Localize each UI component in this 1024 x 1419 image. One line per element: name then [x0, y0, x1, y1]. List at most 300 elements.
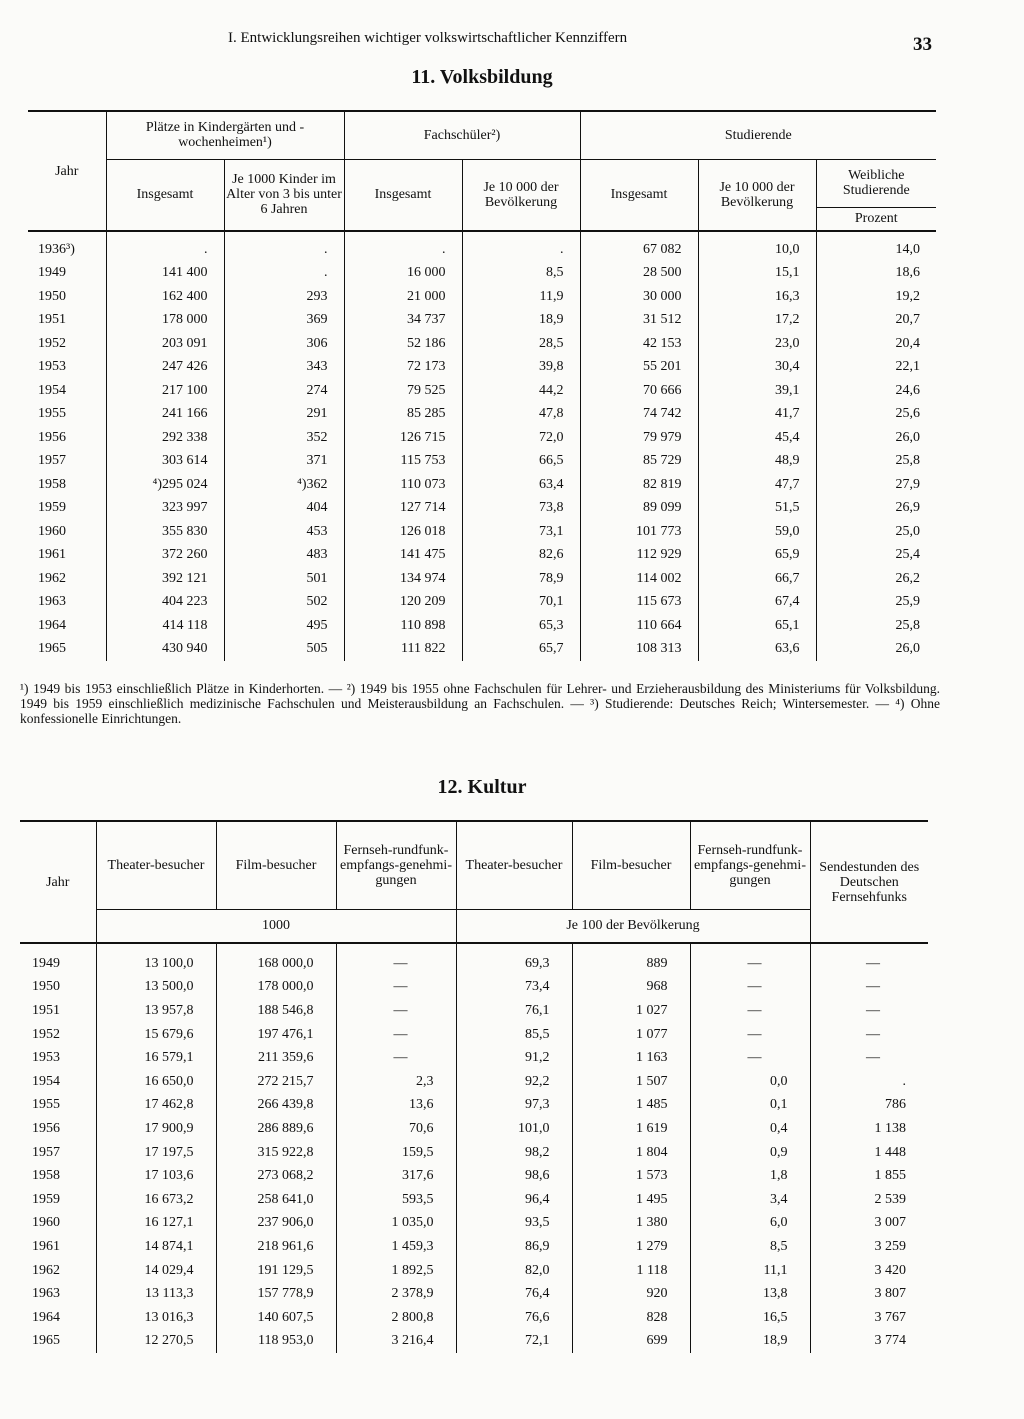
table-row — [20, 1259, 928, 1283]
col-header-sendestunden: Sendestunden des Deutschen Fernsehfunks — [810, 821, 928, 943]
table-cell: — — [810, 943, 928, 976]
table-cell: . — [810, 1070, 928, 1094]
col-header-prozent: Prozent — [816, 207, 936, 231]
table-cell: 21 000 — [344, 285, 462, 309]
table-cell: 86,9 — [456, 1235, 572, 1259]
year-cell: 1949 — [38, 265, 66, 281]
table-cell: 28 500 — [580, 262, 698, 286]
year-cell: 1936³) — [38, 241, 75, 257]
table-cell: 85,5 — [456, 1023, 572, 1047]
table-cell: 317,6 — [336, 1164, 456, 1188]
table-cell: 19,2 — [816, 285, 936, 309]
year-cell: 1954 — [38, 382, 66, 398]
table-cell: 1 459,3 — [336, 1235, 456, 1259]
table-row — [28, 309, 936, 333]
table-cell: 30 000 — [580, 285, 698, 309]
table-cell: 13 500,0 — [96, 976, 216, 1000]
table-cell: 30,4 — [698, 356, 816, 380]
table-cell: — — [336, 943, 456, 976]
table-cell: 157 778,9 — [216, 1282, 336, 1306]
col-header-fs-je10000: Je 10 000 der Bevölkerung — [462, 159, 580, 231]
year-cell: 1963 — [38, 594, 66, 610]
table-cell: 247 426 — [106, 356, 224, 380]
table-cell: 44,2 — [462, 379, 580, 403]
table-cell: 18,9 — [462, 309, 580, 333]
table-cell: 1 118 — [572, 1259, 690, 1283]
table-cell: 70,1 — [462, 591, 580, 615]
table-cell: 352 — [224, 426, 344, 450]
table-cell: 13 957,8 — [96, 999, 216, 1023]
table-cell: — — [336, 1046, 456, 1070]
table-row — [20, 1188, 928, 1212]
table-cell: 91,2 — [456, 1046, 572, 1070]
year-cell: 1950 — [32, 979, 60, 995]
table-cell: 115 673 — [580, 591, 698, 615]
table-cell: 0,1 — [690, 1094, 810, 1118]
table-cell: 16 579,1 — [96, 1046, 216, 1070]
table-cell: 97,3 — [456, 1094, 572, 1118]
col-header-fachschueler: Fachschüler²) — [344, 111, 580, 159]
table-cell: — — [690, 999, 810, 1023]
table-cell: 15 679,6 — [96, 1023, 216, 1047]
table-cell: 108 313 — [580, 638, 698, 662]
table-cell: 69,3 — [456, 943, 572, 976]
table-cell: 272 215,7 — [216, 1070, 336, 1094]
table-cell: 1 027 — [572, 999, 690, 1023]
table-cell: . — [462, 231, 580, 262]
table-cell: 502 — [224, 591, 344, 615]
table-cell: 110 073 — [344, 473, 462, 497]
table-cell: 78,9 — [462, 567, 580, 591]
table-row — [20, 1046, 928, 1070]
table-cell: 6,0 — [690, 1212, 810, 1236]
table-cell: 8,5 — [462, 262, 580, 286]
table-cell: 42 153 — [580, 332, 698, 356]
year-cell: 1965 — [32, 1333, 60, 1349]
table-cell: 26,0 — [816, 426, 936, 450]
table-row — [20, 976, 928, 1000]
table-cell: — — [690, 1023, 810, 1047]
table-row — [20, 1235, 928, 1259]
table-cell: 67 082 — [580, 231, 698, 262]
table-cell: — — [690, 976, 810, 1000]
table-cell: 371 — [224, 450, 344, 474]
table-cell: 699 — [572, 1330, 690, 1354]
table-cell: 73,8 — [462, 497, 580, 521]
table-cell: 73,4 — [456, 976, 572, 1000]
table-cell: — — [690, 943, 810, 976]
section-title-kultur: 12. Kultur — [437, 776, 527, 798]
table-cell: 2,3 — [336, 1070, 456, 1094]
table-cell: — — [810, 1046, 928, 1070]
table-cell: 1 448 — [810, 1141, 928, 1165]
table-cell: 1 485 — [572, 1094, 690, 1118]
table-cell: 13 016,3 — [96, 1306, 216, 1330]
table-cell: 828 — [572, 1306, 690, 1330]
year-cell: 1958 — [38, 476, 66, 492]
table-cell: 65,3 — [462, 614, 580, 638]
table-cell: 293 — [224, 285, 344, 309]
year-cell: 1953 — [38, 359, 66, 375]
table-cell: 12 270,5 — [96, 1330, 216, 1354]
year-cell: 1952 — [32, 1026, 60, 1042]
table-cell: 1 892,5 — [336, 1259, 456, 1283]
table-cell: 25,0 — [816, 520, 936, 544]
year-cell: 1951 — [32, 1002, 60, 1018]
table-cell: 1 077 — [572, 1023, 690, 1047]
col-header-film: Film-besucher — [216, 821, 336, 909]
table-cell: 2 800,8 — [336, 1306, 456, 1330]
table-cell: 76,1 — [456, 999, 572, 1023]
table-cell: 20,7 — [816, 309, 936, 333]
table-cell: 55 201 — [580, 356, 698, 380]
table-row — [28, 567, 936, 591]
table-cell: 2 539 — [810, 1188, 928, 1212]
table-cell: 25,6 — [816, 403, 936, 427]
table-cell: 141 475 — [344, 544, 462, 568]
table-cell: 79 525 — [344, 379, 462, 403]
col-header-studierende: Studierende — [580, 111, 936, 159]
table-cell: 1 507 — [572, 1070, 690, 1094]
table-cell: 141 400 — [106, 262, 224, 286]
col-header-kg-insgesamt: Insgesamt — [106, 159, 224, 231]
table-cell: 111 822 — [344, 638, 462, 662]
table-cell: 3,4 — [690, 1188, 810, 1212]
table-cell: 1 163 — [572, 1046, 690, 1070]
table-cell: 45,4 — [698, 426, 816, 450]
table-cell: 274 — [224, 379, 344, 403]
table-cell: 355 830 — [106, 520, 224, 544]
table-cell: 13,6 — [336, 1094, 456, 1118]
table-row — [20, 1164, 928, 1188]
table-cell: 786 — [810, 1094, 928, 1118]
table-cell: 23,0 — [698, 332, 816, 356]
table-cell: 291 — [224, 403, 344, 427]
table-cell: 89 099 — [580, 497, 698, 521]
table-cell: — — [810, 999, 928, 1023]
table-row — [28, 231, 936, 262]
unit-header-je100: Je 100 der Bevölkerung — [456, 909, 810, 943]
table-cell: 1 619 — [572, 1117, 690, 1141]
table-cell: 24,6 — [816, 379, 936, 403]
table-cell: 162 400 — [106, 285, 224, 309]
table-cell: — — [336, 1023, 456, 1047]
table-cell: 17 103,6 — [96, 1164, 216, 1188]
running-head: I. Entwicklungsreihen wichtiger volkswirtschaftlicher Kennziffern — [228, 30, 628, 46]
table-cell: 188 546,8 — [216, 999, 336, 1023]
table-row — [28, 356, 936, 380]
table-cell: 237 906,0 — [216, 1212, 336, 1236]
table-cell: 273 068,2 — [216, 1164, 336, 1188]
table-cell: 16 673,2 — [96, 1188, 216, 1212]
year-cell: 1957 — [32, 1144, 60, 1160]
table-cell: 82,0 — [456, 1259, 572, 1283]
year-cell: 1962 — [38, 570, 66, 586]
table-cell: 101 773 — [580, 520, 698, 544]
table-row — [20, 1330, 928, 1354]
table-cell: 126 018 — [344, 520, 462, 544]
table-cell: 13,8 — [690, 1282, 810, 1306]
col-header-jahr: Jahr — [28, 111, 106, 231]
table-cell: 315 922,8 — [216, 1141, 336, 1165]
col-header-st-insgesamt: Insgesamt — [580, 159, 698, 231]
footnotes — [20, 681, 940, 726]
table-cell: — — [336, 976, 456, 1000]
col-header-kindergaerten: Plätze in Kindergärten und -wochenheimen¹) — [106, 111, 344, 159]
table-cell: 16,5 — [690, 1306, 810, 1330]
year-cell: 1953 — [32, 1050, 60, 1066]
table-cell: . — [224, 231, 344, 262]
col-header-fernseh: Fernseh-rundfunk-empfangs-genehmi-gungen — [336, 821, 456, 909]
col-header-film-je100: Film-besucher — [572, 821, 690, 909]
year-cell: 1954 — [32, 1073, 60, 1089]
table-row — [28, 473, 936, 497]
table-cell: 920 — [572, 1282, 690, 1306]
table-cell: 74 742 — [580, 403, 698, 427]
table-cell: 404 223 — [106, 591, 224, 615]
table-cell: 85 729 — [580, 450, 698, 474]
table-row — [28, 520, 936, 544]
table-row — [28, 638, 936, 662]
table-cell: 1 380 — [572, 1212, 690, 1236]
table-cell: 1 279 — [572, 1235, 690, 1259]
table-row — [28, 262, 936, 286]
table-cell: 76,6 — [456, 1306, 572, 1330]
table-cell: ⁴)362 — [224, 473, 344, 497]
section-title-volksbildung: 11. Volksbildung — [411, 66, 553, 88]
table-cell: 3 774 — [810, 1330, 928, 1354]
table-row — [28, 426, 936, 450]
table-cell: 453 — [224, 520, 344, 544]
table-cell: 110 898 — [344, 614, 462, 638]
table-cell: 16 127,1 — [96, 1212, 216, 1236]
table-cell: 16 000 — [344, 262, 462, 286]
table-cell: 8,5 — [690, 1235, 810, 1259]
table-cell: 15,1 — [698, 262, 816, 286]
table-cell: 70 666 — [580, 379, 698, 403]
kultur-table — [20, 820, 928, 1353]
table-cell: 48,9 — [698, 450, 816, 474]
table-cell: 73,1 — [462, 520, 580, 544]
footnote-text: ¹) 1949 bis 1953 einschließlich Plätze in Kinderhorten. — ²) 1949 bis 1955 ohne Fachschulen für Lehrer- und Erzieherausbildung des Ministeriums für Volksbildung. 1949 bis 1959 einschließlich medizinische Fachschulen und Meisterausbildung an Fachschulen. — ³) Studierende: Deutsches Reich; Wintersemester. — ⁴) Ohne konfessionelle Einrichtungen. — [20, 681, 940, 726]
table-row — [28, 285, 936, 309]
table-cell: 22,1 — [816, 356, 936, 380]
table-cell: 501 — [224, 567, 344, 591]
table-cell: 76,4 — [456, 1282, 572, 1306]
table-cell: 3 007 — [810, 1212, 928, 1236]
table-row — [28, 450, 936, 474]
table-cell: 13 113,3 — [96, 1282, 216, 1306]
table-cell: 11,1 — [690, 1259, 810, 1283]
table-cell: 25,8 — [816, 614, 936, 638]
year-cell: 1959 — [32, 1191, 60, 1207]
table-cell: 323 997 — [106, 497, 224, 521]
table-row — [20, 1094, 928, 1118]
table-cell: 25,9 — [816, 591, 936, 615]
year-cell: 1956 — [32, 1120, 60, 1136]
table-cell: 11,9 — [462, 285, 580, 309]
table-cell: 1 495 — [572, 1188, 690, 1212]
table-cell: 889 — [572, 943, 690, 976]
table-row — [28, 403, 936, 427]
table-cell: 178 000 — [106, 309, 224, 333]
table-cell: 96,4 — [456, 1188, 572, 1212]
table-cell: 203 091 — [106, 332, 224, 356]
table-cell: 18,9 — [690, 1330, 810, 1354]
table-cell: 34 737 — [344, 309, 462, 333]
table-cell: 72,1 — [456, 1330, 572, 1354]
table-cell: 10,0 — [698, 231, 816, 262]
table-cell: 82,6 — [462, 544, 580, 568]
table-cell: 217 100 — [106, 379, 224, 403]
year-cell: 1955 — [38, 406, 66, 422]
table-cell: 120 209 — [344, 591, 462, 615]
table-cell: 16,3 — [698, 285, 816, 309]
table-cell: 67,4 — [698, 591, 816, 615]
table-cell: 17 900,9 — [96, 1117, 216, 1141]
year-cell: 1955 — [32, 1097, 60, 1113]
table-cell: 20,4 — [816, 332, 936, 356]
table-cell: 14 029,4 — [96, 1259, 216, 1283]
table-cell: 14,0 — [816, 231, 936, 262]
table-cell: 140 607,5 — [216, 1306, 336, 1330]
table-cell: 505 — [224, 638, 344, 662]
table-cell: 26,0 — [816, 638, 936, 662]
table-cell: 306 — [224, 332, 344, 356]
table-cell: 72 173 — [344, 356, 462, 380]
table-cell: 1 573 — [572, 1164, 690, 1188]
table-cell: 1 804 — [572, 1141, 690, 1165]
table-cell: 63,6 — [698, 638, 816, 662]
table-cell: 593,5 — [336, 1188, 456, 1212]
table-cell: 28,5 — [462, 332, 580, 356]
table-cell: 63,4 — [462, 473, 580, 497]
table-cell: 39,1 — [698, 379, 816, 403]
table-cell: 47,8 — [462, 403, 580, 427]
table-cell: 127 714 — [344, 497, 462, 521]
col-header-fernseh-je100: Fernseh-rundfunk-empfangs-genehmi-gungen — [690, 821, 810, 909]
table-cell: 65,9 — [698, 544, 816, 568]
year-cell: 1951 — [38, 312, 66, 328]
table-cell: 41,7 — [698, 403, 816, 427]
table-cell: 98,6 — [456, 1164, 572, 1188]
table-cell: 0,0 — [690, 1070, 810, 1094]
table-cell: 178 000,0 — [216, 976, 336, 1000]
col-header-st-je10000: Je 10 000 der Bevölkerung — [698, 159, 816, 231]
table-cell: 16 650,0 — [96, 1070, 216, 1094]
table-row — [28, 544, 936, 568]
volksbildung-table — [28, 110, 936, 661]
table-cell: 258 641,0 — [216, 1188, 336, 1212]
year-cell: 1964 — [38, 617, 66, 633]
col-header-theater: Theater-besucher — [96, 821, 216, 909]
year-cell: 1958 — [32, 1168, 60, 1184]
table-cell: 3 420 — [810, 1259, 928, 1283]
table-cell: 93,5 — [456, 1212, 572, 1236]
table-cell: — — [336, 999, 456, 1023]
table-cell: 343 — [224, 356, 344, 380]
year-cell: 1963 — [32, 1286, 60, 1302]
table-cell: 25,4 — [816, 544, 936, 568]
table-cell: 17 462,8 — [96, 1094, 216, 1118]
year-cell: 1960 — [32, 1215, 60, 1231]
col-header-theater-je100: Theater-besucher — [456, 821, 572, 909]
table-cell: 112 929 — [580, 544, 698, 568]
table-row — [20, 1212, 928, 1236]
year-cell: 1961 — [38, 547, 66, 563]
table-cell: 14 874,1 — [96, 1235, 216, 1259]
table-cell: 392 121 — [106, 567, 224, 591]
col-header-kg-je1000: Je 1000 Kinder im Alter von 3 bis unter 6 Jahren — [224, 159, 344, 231]
table-cell: 495 — [224, 614, 344, 638]
year-cell: 1956 — [38, 429, 66, 445]
col-header-weibliche: Weibliche Studierende — [816, 159, 936, 207]
table-cell: 369 — [224, 309, 344, 333]
table-cell: 66,7 — [698, 567, 816, 591]
table-cell: 430 940 — [106, 638, 224, 662]
table-cell: 126 715 — [344, 426, 462, 450]
table-cell: 1 855 — [810, 1164, 928, 1188]
table-cell: 0,9 — [690, 1141, 810, 1165]
table-cell: 0,4 — [690, 1117, 810, 1141]
table-row — [20, 1306, 928, 1330]
col-header-jahr-kultur: Jahr — [20, 821, 96, 943]
table-row — [20, 1117, 928, 1141]
page-number: 33 — [913, 34, 932, 55]
table-cell: 414 118 — [106, 614, 224, 638]
year-cell: 1952 — [38, 335, 66, 351]
table-cell: 17,2 — [698, 309, 816, 333]
table-cell: 118 953,0 — [216, 1330, 336, 1354]
table-cell: 85 285 — [344, 403, 462, 427]
table-cell: 27,9 — [816, 473, 936, 497]
table-cell: 1 138 — [810, 1117, 928, 1141]
table-cell: 70,6 — [336, 1117, 456, 1141]
table-row — [20, 1023, 928, 1047]
table-cell: 3 216,4 — [336, 1330, 456, 1354]
table-cell: 241 166 — [106, 403, 224, 427]
table-row — [28, 379, 936, 403]
unit-header-1000: 1000 — [96, 909, 456, 943]
table-cell: 191 129,5 — [216, 1259, 336, 1283]
table-cell: 197 476,1 — [216, 1023, 336, 1047]
table-cell: 26,9 — [816, 497, 936, 521]
year-cell: 1965 — [38, 641, 66, 657]
table-cell: ⁴)295 024 — [106, 473, 224, 497]
table-cell: 51,5 — [698, 497, 816, 521]
table-row — [20, 999, 928, 1023]
table-cell: 47,7 — [698, 473, 816, 497]
table-cell: 17 197,5 — [96, 1141, 216, 1165]
table-cell: 52 186 — [344, 332, 462, 356]
table-row — [20, 1282, 928, 1306]
col-header-fs-insgesamt: Insgesamt — [344, 159, 462, 231]
table-row — [20, 1070, 928, 1094]
table-cell: 101,0 — [456, 1117, 572, 1141]
table-cell: 404 — [224, 497, 344, 521]
table-cell: 79 979 — [580, 426, 698, 450]
table-cell: 211 359,6 — [216, 1046, 336, 1070]
table-cell: — — [810, 1023, 928, 1047]
table-cell: 92,2 — [456, 1070, 572, 1094]
table-cell: 483 — [224, 544, 344, 568]
table-cell: 110 664 — [580, 614, 698, 638]
table-cell: 3 807 — [810, 1282, 928, 1306]
year-cell: 1964 — [32, 1309, 60, 1325]
table-cell: 372 260 — [106, 544, 224, 568]
table-cell: 303 614 — [106, 450, 224, 474]
table-cell: 292 338 — [106, 426, 224, 450]
